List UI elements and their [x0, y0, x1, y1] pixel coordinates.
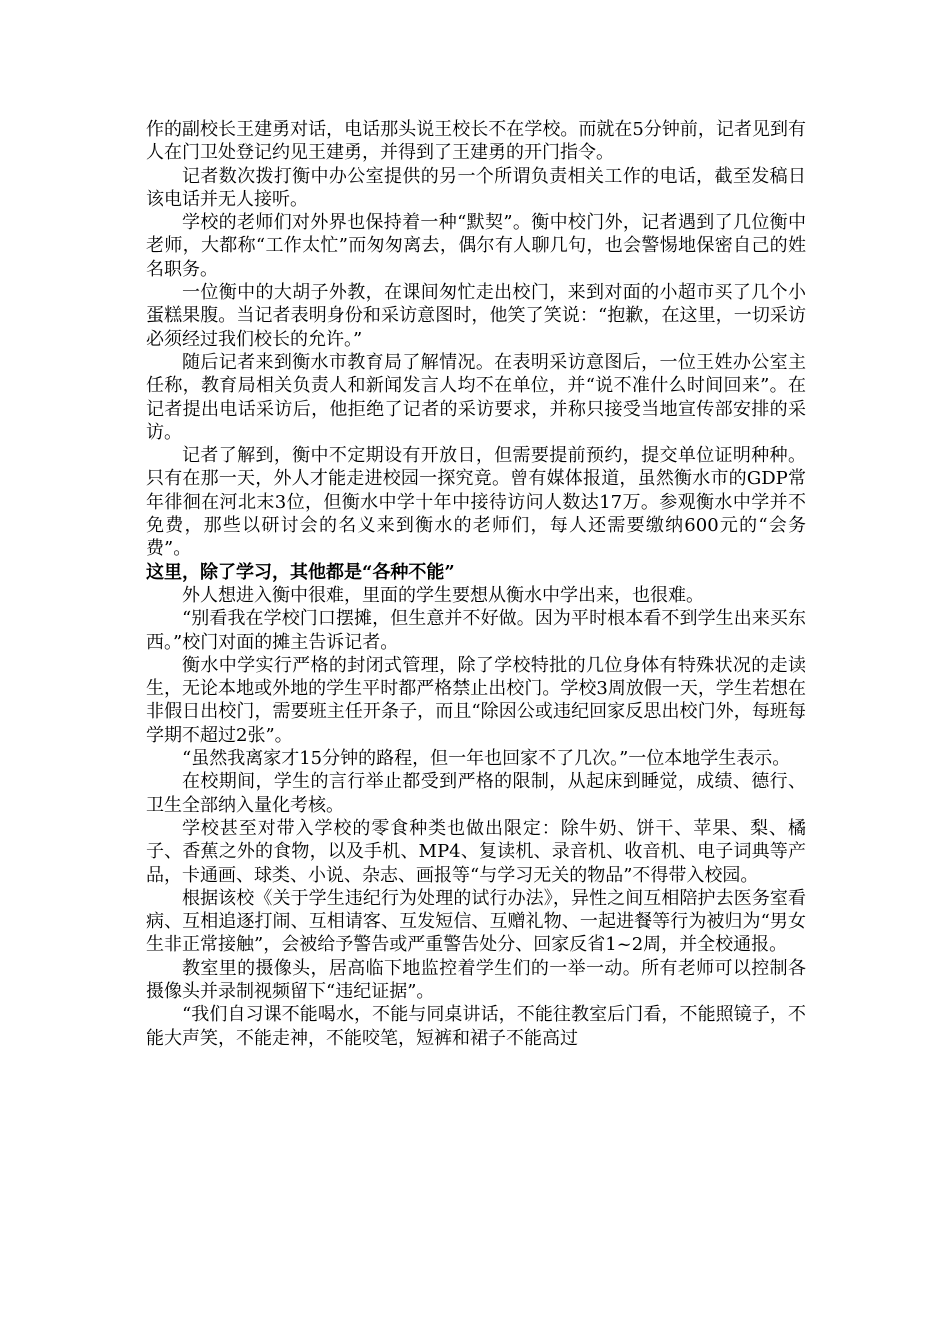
- paragraph: 记者数次拨打衡中办公室提供的另一个所谓负责相关工作的电话，截至发稿日该电话并无人接听。: [146, 165, 806, 210]
- paragraph: “别看我在学校门口摆摊，但生意并不好做。因为平时根本看不到学生出来买东西。”校门对面的摊主告诉记者。: [146, 608, 806, 653]
- paragraph: 在校期间，学生的言行举止都受到严格的限制，从起床到睡觉，成绩、德行、卫生全部纳入量化考核。: [146, 771, 806, 816]
- section-heading: 这里，除了学习，其他都是“各种不能”: [146, 561, 455, 583]
- paragraph: 学校甚至对带入学校的零食种类也做出限定：除牛奶、饼干、苹果、梨、橘子、香蕉之外的食物，以及手机、MP4、复读机、录音机、收音机、电子词典等产品，卡通画、球类、小说、杂志、画报等“与学习无关的物品”不得带入校园。: [146, 817, 806, 886]
- paragraph: 作的副校长王建勇对话，电话那头说王校长不在学校。而就在5分钟前，记者见到有人在门卫处登记约见王建勇，并得到了王建勇的开门指令。: [146, 119, 806, 164]
- paragraph: 教室里的摄像头，居高临下地监控着学生们的一举一动。所有老师可以控制各摄像头并录制视频留下“违纪证据”。: [146, 957, 806, 1002]
- paragraph: 一位衡中的大胡子外教，在课间匆忙走出校门，来到对面的小超市买了几个小蛋糕果腹。当记者表明身份和采访意图时，他笑了笑说：“抱歉，在这里，一切采访必须经过我们校长的允许。”: [146, 282, 806, 350]
- document-page: [146, 118, 806, 1050]
- paragraph: 记者了解到，衡中不定期设有开放日，但需要提前预约，提交单位证明种种。只有在那一天，外人才能走进校园一探究竟。曾有媒体报道，虽然衡水市的GDP常年徘徊在河北末3位，但衡水中学十年中接待访问人数达17万。参观衡水中学并不免费，那些以研讨会的名义来到衡水的老师们，每人还需要缴纳600元的“会务费”。: [146, 445, 806, 560]
- paragraph: 衡水中学实行严格的封闭式管理，除了学校特批的几位身体有特殊状况的走读生，无论本地或外地的学生平时都严格禁止出校门。学校3周放假一天，学生若想在非假日出校门，需要班主任开条子，而且“除因公或违纪回家反思出校门外，每班每学期不超过2张”。: [146, 654, 806, 746]
- paragraph: 外人想进入衡中很难，里面的学生要想从衡水中学出来，也很难。: [182, 584, 704, 606]
- paragraph: “我们自习课不能喝水，不能与同桌讲话，不能往教室后门看，不能照镜子，不能大声笑，不能走神，不能咬笔，短裤和裙子不能高过: [146, 1004, 806, 1049]
- paragraph: 随后记者来到衡水市教育局了解情况。在表明采访意图后，一位王姓办公室主任称，教育局相关负责人和新闻发言人均不在单位，并“说不准什么时间回来”。在记者提出电话采访后，他拒绝了记者的采访要求，并称只接受当地宣传部安排的采访。: [146, 351, 806, 443]
- paragraph: “虽然我离家才15分钟的路程，但一年也回家不了几次。”一位本地学生表示。: [182, 748, 791, 770]
- paragraph: 学校的老师们对外界也保持着一种“默契”。衡中校门外，记者遇到了几位衡中老师，大都称“工作太忙”而匆匆离去，偶尔有人聊几句，也会警惕地保密自己的姓名职务。: [146, 212, 806, 280]
- paragraph: 根据该校《关于学生违纪行为处理的试行办法》，异性之间互相陪护去医务室看病、互相追逐打闹、互相请客、互发短信、互赠礼物、一起进餐等行为被归为“男女生非正常接触”，会被给予警告或严重警告处分、回家反省1~2周，并全校通报。: [146, 887, 806, 956]
